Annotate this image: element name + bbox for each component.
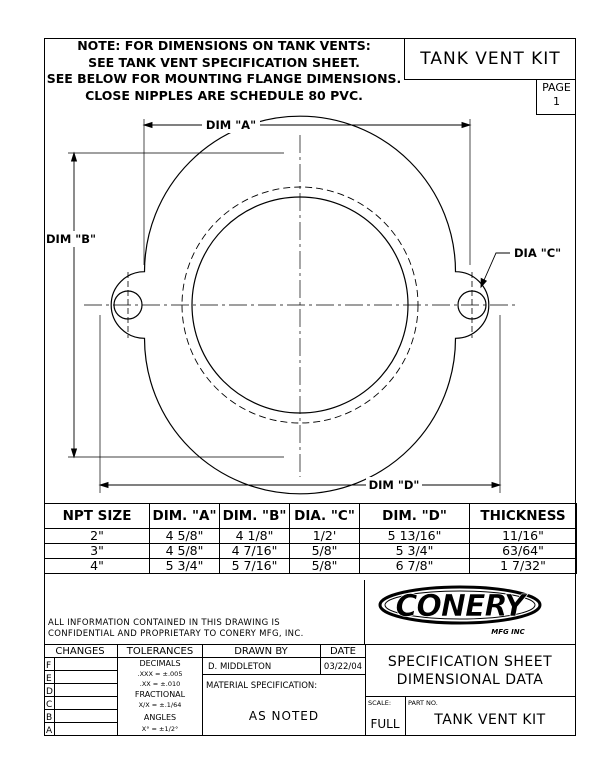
tolerance-line: FRACTIONAL [134, 690, 186, 699]
cell: 4" [45, 559, 150, 574]
cell: 1/2' [290, 529, 360, 544]
tolerance-line: ANGLES [143, 713, 177, 722]
confidential-line: CONFIDENTIAL AND PROPRIETARY TO CONERY MFG, INC. [48, 629, 304, 639]
scale-value: FULL [370, 717, 400, 731]
drawn-by: D. MIDDLETON [208, 662, 272, 672]
note-line: SEE TANK VENT SPECIFICATION SHEET. [88, 54, 360, 70]
cell: 4 5/8" [150, 529, 220, 544]
cell: 5 3/4" [150, 559, 220, 574]
material-label: MATERIAL SPECIFICATION: [206, 681, 318, 691]
cell: 11/16" [470, 529, 577, 544]
part-no-label: PART NO. [408, 699, 438, 707]
changes-label: CHANGES [55, 646, 105, 657]
note-line: NOTE: FOR DIMENSIONS ON TANK VENTS: [77, 38, 371, 53]
spec-title-line2: DIMENSIONAL DATA [396, 672, 544, 688]
sheet-title: TANK VENT KIT [404, 38, 576, 80]
cell: 2" [45, 529, 150, 544]
rev-letter: C [46, 700, 53, 710]
cell: 4 7/16" [220, 544, 290, 559]
cell: 3" [45, 544, 150, 559]
rev-letter: A [46, 726, 53, 736]
dimensions-table [44, 503, 577, 574]
dim-b-label: DIM "B" [46, 232, 97, 246]
dim-a-label: DIM "A" [205, 118, 257, 132]
header-npt-size: NPT SIZE [45, 504, 150, 529]
cell: 4 5/8" [150, 544, 220, 559]
page-indicator [536, 79, 576, 115]
material-value: AS NOTED [248, 709, 320, 723]
tolerance-line: X° = ±1/2° [141, 725, 179, 733]
page-number: 1 [553, 95, 560, 108]
flange-drawing [44, 115, 576, 503]
note-line: SEE BELOW FOR MOUNTING FLANGE DIMENSIONS. [46, 71, 402, 86]
cell: 5/8" [290, 544, 360, 559]
tolerance-line: .XXX = ±.005 [137, 670, 183, 678]
table-row [45, 559, 577, 574]
confidential-line: ALL INFORMATION CONTAINED IN THIS DRAWING IS [48, 618, 280, 628]
table-row [45, 544, 577, 559]
date-label: DATE [329, 646, 357, 657]
cell: 63/64" [470, 544, 577, 559]
table-header-row [45, 504, 577, 529]
drawn-by-label: DRAWN BY [234, 646, 288, 657]
confidential-notice [48, 618, 304, 640]
drawing-date: 03/22/04 [323, 662, 363, 672]
table-row [45, 529, 577, 544]
tolerance-line: .XX = ±.010 [139, 680, 181, 688]
cell: 4 1/8" [220, 529, 290, 544]
spec-title-line1: SPECIFICATION SHEET [387, 654, 553, 670]
logo-subtitle: MFG INC [491, 628, 525, 636]
header-dim-b: DIM. "B" [220, 504, 290, 529]
tolerances-label: TOLERANCES [126, 646, 194, 657]
drawing-note [44, 38, 404, 104]
dia-c-label: DIA "C" [514, 246, 562, 260]
header-dim-d: DIM. "D" [360, 504, 470, 529]
cell: 6 7/8" [360, 559, 470, 574]
cell: 1 7/32" [470, 559, 577, 574]
logo-divider [364, 580, 365, 645]
page-label: PAGE [542, 81, 571, 94]
note-line: CLOSE NIPPLES ARE SCHEDULE 80 PVC. [85, 87, 363, 103]
cell: 5 7/16" [220, 559, 290, 574]
header-dim-a: DIM. "A" [150, 504, 220, 529]
tolerance-line: X/X = ±.1/64 [138, 701, 182, 709]
rev-letter: F [46, 661, 52, 671]
rev-letter: B [46, 713, 53, 723]
part-no-value: TANK VENT KIT [434, 712, 546, 728]
cell: 5/8" [290, 559, 360, 574]
rev-letter: D [46, 687, 53, 697]
conery-logo [372, 585, 552, 637]
scale-label: SCALE: [368, 699, 392, 707]
cell: 5 3/4" [360, 544, 470, 559]
tolerance-line: DECIMALS [139, 659, 181, 668]
cell: 5 13/16" [360, 529, 470, 544]
logo-name: CONERY [395, 589, 525, 624]
dim-d-label: DIM "D" [368, 478, 420, 492]
rev-letter: E [46, 674, 52, 684]
title-block [44, 644, 576, 736]
header-thickness: THICKNESS [470, 504, 577, 529]
header-dia-c: DIA. "C" [290, 504, 360, 529]
